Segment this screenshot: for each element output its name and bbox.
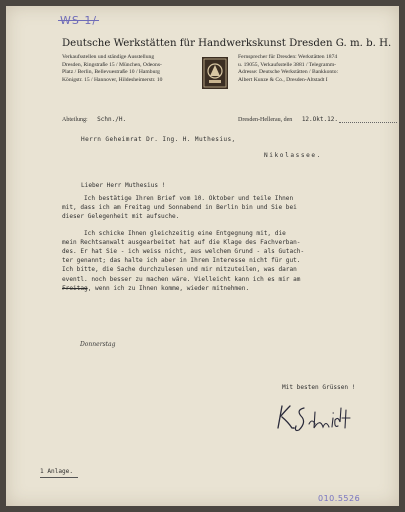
archive-number: 010.5526 <box>318 494 361 503</box>
department-value: Schn./H. <box>97 116 127 123</box>
body-line: mit, dass ich am Freitag und Sonnabend in Berlin bin und Sie bei <box>62 204 297 212</box>
recipient-name: Herrn Geheimrat Dr. Ing. H. Muthesius, <box>81 136 236 143</box>
body-line-last <box>62 284 392 293</box>
letterhead-right-line: Albert Kunze & Co., Dresden-Altstadt I <box>238 76 328 83</box>
recipient-place: Nikolassee. <box>264 152 322 159</box>
letterhead-left-line: Verkaufsstellen und ständige Ausstellung <box>62 54 155 60</box>
body-line: eventl. noch besser zu machen wäre. Vielleicht kann ich es mir am <box>62 275 301 283</box>
letterhead-left-line: Königstr. 15 / Hannover, Hildesheimerstr. 10 <box>62 76 163 83</box>
date-line <box>238 116 397 123</box>
letterhead-right-line: Adresse: Deutsche Werkstätten / Bankkonto: <box>238 69 339 76</box>
date-rule <box>339 122 397 123</box>
letterhead-left-line: Platz / Berlin, Bellevuestraße 10 / Hamburg <box>62 69 160 76</box>
company-name: Deutsche Werkstätten für Handwerkskunst Dresden G. m. b. H. <box>62 38 392 49</box>
body-line: des. Er hat Sie - ich weiss nicht, aus welchem Grund - als Gutach- <box>62 247 305 255</box>
body-line: Ich schicke Ihnen gleichzeitig eine Entgegnung mit, die <box>84 229 286 237</box>
letter-date: 12.Okt.12. <box>301 116 338 123</box>
letterhead-right-line: u. 19055, Verkaufsstelle 3881 / Telegramm- <box>238 61 337 68</box>
letter-body <box>62 194 392 293</box>
department-line <box>62 116 126 123</box>
body-line: dieser Gelegenheit mit aufsuche. <box>62 213 180 221</box>
body-line: ter genannt; das halte ich aber in Ihrem Interesse nicht für gut. <box>62 257 301 265</box>
closing: Mit besten Grüssen ! <box>282 384 356 391</box>
letterhead-right-line: Fernsprecher für Dresden: Werkstätten 1874 <box>238 54 338 60</box>
enclosure-note: 1 Anlage. <box>40 468 74 475</box>
struck-word: Freitag <box>62 284 88 292</box>
body-line-rest: , wenn ich zu Ihnen komme, wieder mitnehmen. <box>87 284 250 292</box>
handwritten-correction: Donnerstag <box>80 341 116 348</box>
enclosure-rule <box>40 477 78 478</box>
letterhead-sales-addresses <box>62 54 197 84</box>
department-label: Abteilung: <box>62 117 88 123</box>
body-line: Ich bestätige Ihren Brief vom 10. Oktober und teile Ihnen <box>84 195 294 202</box>
letterhead-left-line: Dresden, Ringstraße 15 / München, Odeons- <box>62 61 162 68</box>
letterhead-contact-info <box>238 54 388 84</box>
signature <box>274 398 354 438</box>
workshop-emblem-icon <box>201 56 229 90</box>
salutation: Lieber Herr Muthesius ! <box>81 182 166 189</box>
pencil-note: WS 1/ <box>60 14 98 27</box>
letter-sheet <box>6 6 399 506</box>
body-line: Ich bitte, die Sache durchzulesen und mir mitzuteilen, was daran <box>62 266 297 274</box>
place-label: Dresden-Hellerau, den <box>238 117 293 123</box>
body-line: mein Rechtsanwalt ausgearbeitet hat auf die Klage des Fachverban- <box>62 238 301 246</box>
